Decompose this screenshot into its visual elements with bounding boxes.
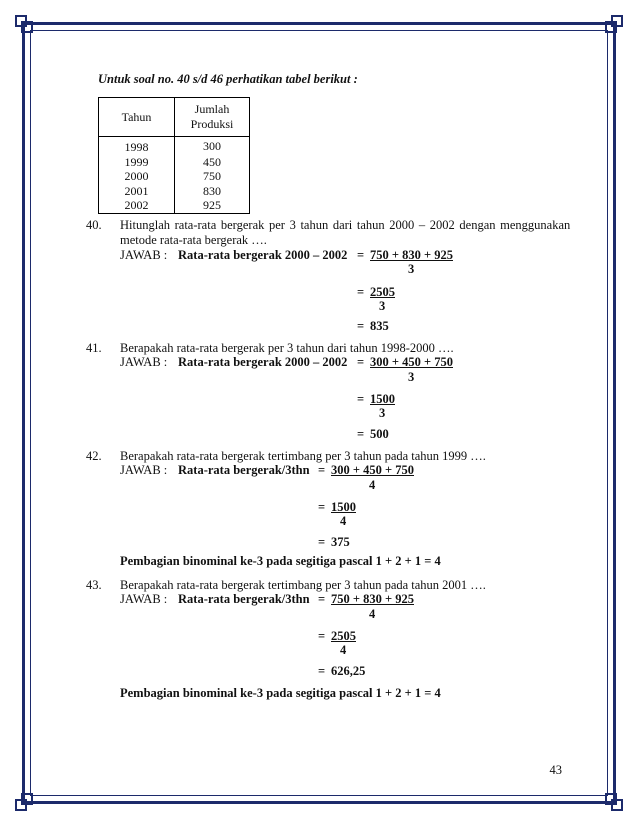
q43-label: Rata-rata bergerak/3thn (178, 592, 310, 606)
header-jumlah: Jumlah (194, 102, 230, 116)
q40-result: 835 (370, 319, 389, 333)
q43-jawab: JAWAB : (120, 592, 168, 606)
table-cell: 2001 (99, 184, 175, 199)
q43-denominator1: 4 (369, 607, 376, 621)
q42-text-line1: Berapakah rata-rata bergerak tertimbang per 3 tahun pada tahun 1999 …. (120, 449, 486, 463)
header-tahun: Tahun (99, 98, 175, 137)
q41-result: 500 (370, 427, 389, 441)
q42-eq3: = (318, 535, 326, 549)
q40-jawab: JAWAB : (120, 248, 168, 262)
table-row (99, 155, 250, 170)
q42-eq1: = (318, 463, 326, 477)
q43-number: 43. (86, 578, 102, 592)
q40-denominator1: 3 (408, 262, 415, 276)
q43-text-line1: Berapakah rata-rata bergerak tertimbang per 3 tahun pada tahun 2001 …. (120, 578, 486, 592)
q41-number: 41. (86, 341, 102, 355)
q42-denominator2: 4 (340, 514, 347, 528)
q41-jawab: JAWAB : (120, 355, 168, 369)
q41-label: Rata-rata bergerak 2000 – 2002 (178, 355, 348, 369)
q43-denominator2: 4 (340, 643, 347, 657)
q40-text-line1: Hitunglah rata-rata bergerak per 3 tahun dari tahun 2000 – 2002 dengan menggunakan (120, 218, 571, 232)
table-cell: 1999 (99, 155, 175, 170)
q42-number: 42. (86, 449, 102, 463)
q42-numerator1: 300 + 450 + 750 (331, 463, 414, 477)
table-cell: 1998 (99, 137, 175, 155)
header-jumlah-produksi (175, 98, 250, 137)
q40-eq1: = (357, 248, 365, 262)
q42-note: Pembagian binominal ke-3 pada segitiga pascal 1 + 2 + 1 = 4 (120, 554, 441, 568)
table-cell: 450 (175, 155, 250, 170)
q40-denominator2: 3 (379, 299, 386, 313)
table-cell: 750 (175, 169, 250, 184)
table-row (99, 184, 250, 199)
page-number: 43 (549, 763, 562, 777)
q40-numerator2: 2505 (370, 285, 395, 299)
q41-numerator2: 1500 (370, 392, 395, 406)
corner-ornament-top-right (600, 14, 624, 38)
q41-eq3: = (357, 427, 365, 441)
q43-numerator1: 750 + 830 + 925 (331, 592, 414, 606)
q43-note: Pembagian binominal ke-3 pada segitiga pascal 1 + 2 + 1 = 4 (120, 686, 441, 700)
q43-eq2: = (318, 629, 326, 643)
q41-denominator2: 3 (379, 406, 386, 420)
q43-numerator2: 2505 (331, 629, 356, 643)
table-row (99, 137, 250, 155)
table-cell: 2000 (99, 169, 175, 184)
q42-eq2: = (318, 500, 326, 514)
q40-eq3: = (357, 319, 365, 333)
q43-eq1: = (318, 592, 326, 606)
table-cell: 300 (175, 137, 250, 155)
q41-denominator1: 3 (408, 370, 415, 384)
table-cell: 925 (175, 198, 250, 213)
q42-jawab: JAWAB : (120, 463, 168, 477)
q40-eq2: = (357, 285, 365, 299)
q42-label: Rata-rata bergerak/3thn (178, 463, 310, 477)
table-cell: 830 (175, 184, 250, 199)
q40-text-line2: metode rata-rata bergerak …. (120, 233, 267, 247)
q43-result: 626,25 (331, 664, 366, 678)
q40-numerator1: 750 + 830 + 925 (370, 248, 453, 262)
corner-ornament-bottom-left (14, 788, 38, 812)
corner-ornament-bottom-right (600, 788, 624, 812)
q41-text-line1: Berapakah rata-rata bergerak per 3 tahun dari tahun 1998-2000 …. (120, 341, 454, 355)
corner-ornament-top-left (14, 14, 38, 38)
q40-label: Rata-rata bergerak 2000 – 2002 (178, 248, 348, 262)
table-row (99, 169, 250, 184)
intro-text: Untuk soal no. 40 s/d 46 perhatikan tabel berikut : (98, 72, 358, 86)
q41-numerator1: 300 + 450 + 750 (370, 355, 453, 369)
q43-eq3: = (318, 664, 326, 678)
table-cell: 2002 (99, 198, 175, 213)
production-table (98, 97, 250, 214)
q42-result: 375 (331, 535, 350, 549)
q40-number: 40. (86, 218, 102, 232)
q42-denominator1: 4 (369, 478, 376, 492)
table-row (99, 198, 250, 213)
q41-eq2: = (357, 392, 365, 406)
table-header-row (99, 98, 250, 137)
q42-numerator2: 1500 (331, 500, 356, 514)
q41-eq1: = (357, 355, 365, 369)
header-produksi: Produksi (190, 117, 234, 131)
